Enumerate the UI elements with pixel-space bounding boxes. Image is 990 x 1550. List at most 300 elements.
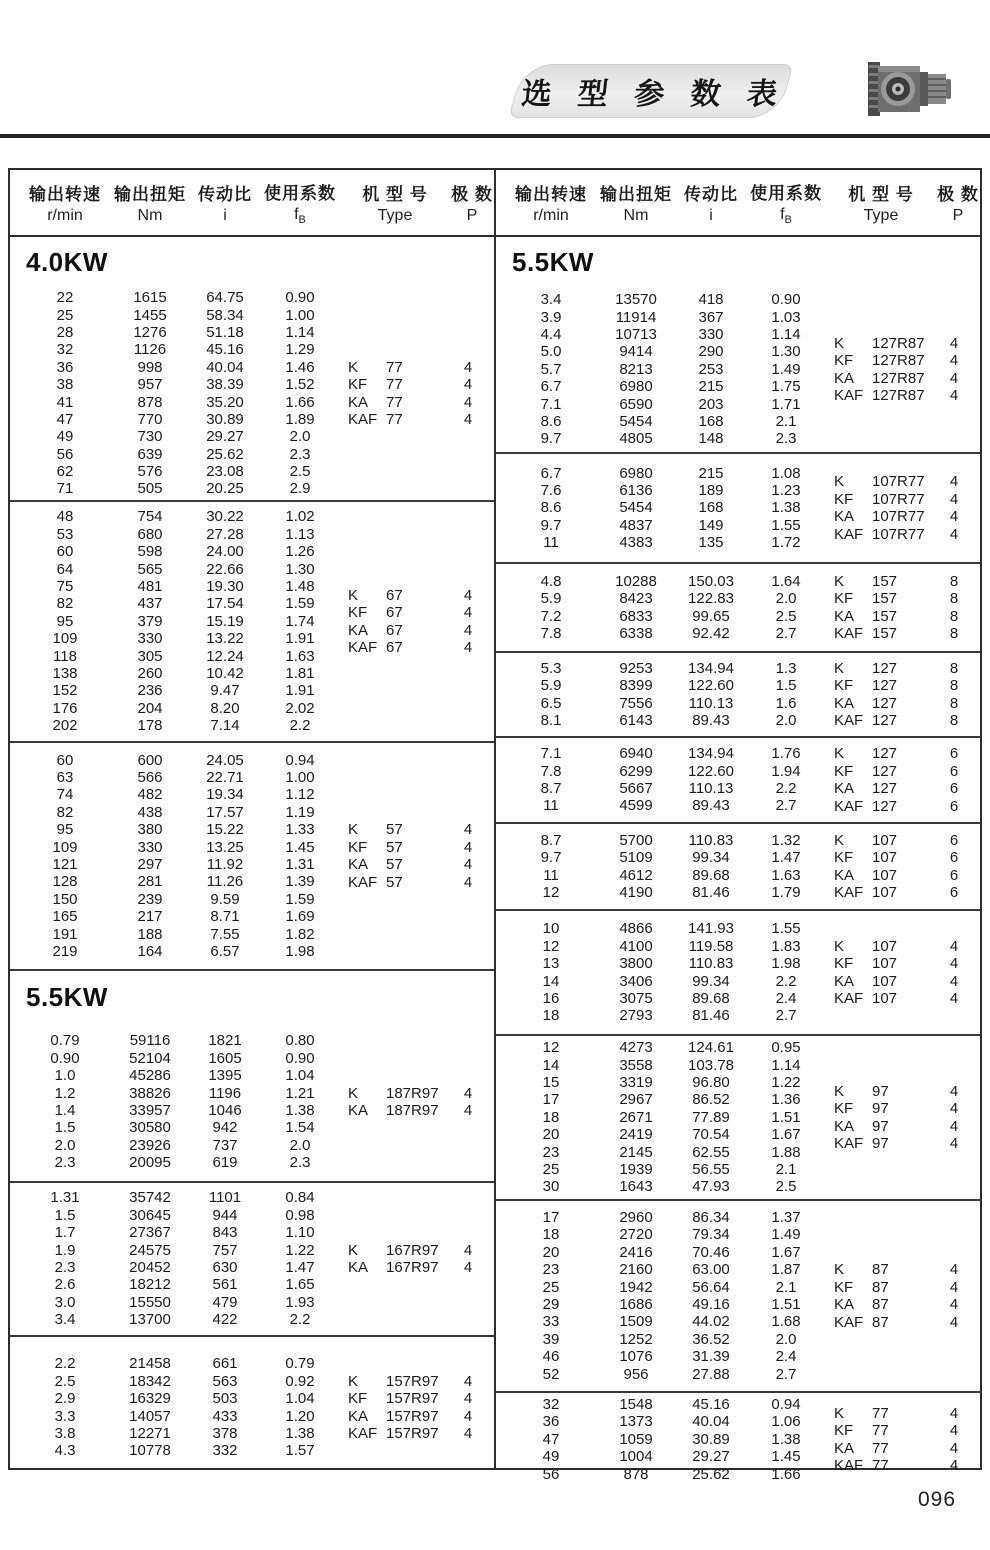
type-row <box>834 1118 975 1136</box>
cell-torque: 239 <box>137 890 163 908</box>
cell-ratio: 86.34 <box>692 1209 730 1227</box>
cell-torque: 236 <box>137 682 163 700</box>
type-row <box>834 990 975 1008</box>
column-header-unit: Nm <box>137 207 163 224</box>
type-prefix: KAF <box>834 797 864 815</box>
column-header <box>826 170 936 235</box>
cell-speed: 5.3 <box>540 659 562 677</box>
type-prefix: KAF <box>834 387 864 405</box>
cell-torque: 3800 <box>619 955 653 973</box>
cell-speed: 7.2 <box>540 607 562 625</box>
cell-factor: 1.49 <box>771 1226 801 1244</box>
type-prefix: KAF <box>834 525 864 543</box>
column-header-unit: Nm <box>623 207 649 224</box>
type-model: 97 <box>872 1135 889 1153</box>
data-block <box>496 1201 980 1393</box>
cell-ratio: 77.89 <box>692 1108 730 1126</box>
type-list <box>348 1337 489 1478</box>
type-row <box>834 1135 975 1153</box>
type-poles: 4 <box>463 873 473 891</box>
cell-torque: 11914 <box>615 308 657 326</box>
cell-factor: 2.7 <box>775 1007 797 1025</box>
type-row <box>348 1102 489 1120</box>
cell-ratio: 62.55 <box>692 1143 730 1161</box>
type-model: 67 <box>386 586 403 604</box>
type-prefix: KA <box>348 1259 369 1277</box>
cell-speed: 52 <box>542 1365 560 1383</box>
divider-rule <box>0 134 990 138</box>
cell-torque: 4837 <box>619 516 653 534</box>
page-title-banner <box>508 64 793 118</box>
cell-ratio: 17.57 <box>206 803 244 821</box>
cell-speed: 30 <box>542 1178 560 1196</box>
cell-ratio: 99.34 <box>692 972 730 990</box>
type-model: 87 <box>872 1278 889 1296</box>
data-block <box>10 743 494 971</box>
type-row <box>348 394 489 412</box>
cell-factor: 1.54 <box>285 1119 315 1137</box>
type-poles: 4 <box>949 1439 959 1457</box>
cell-ratio: 135 <box>698 534 724 552</box>
power-section-label: 4.0KW <box>26 246 108 277</box>
type-prefix: KF <box>834 849 854 867</box>
cell-ratio: 561 <box>212 1276 238 1294</box>
data-block <box>10 1337 494 1478</box>
cell-speed: 53 <box>56 525 74 543</box>
cell-ratio: 70.54 <box>692 1126 730 1144</box>
type-poles: 4 <box>949 1261 959 1279</box>
type-model: 157R97 <box>386 1390 439 1408</box>
type-prefix: K <box>834 572 845 590</box>
type-prefix: KAF <box>834 1313 864 1331</box>
type-prefix: KAF <box>834 712 864 730</box>
cell-torque: 878 <box>137 393 163 411</box>
cell-ratio: 1101 <box>208 1189 242 1207</box>
type-poles: 6 <box>949 762 959 780</box>
type-row <box>348 376 489 394</box>
type-row <box>834 712 975 730</box>
cell-factor: 1.59 <box>285 890 315 908</box>
cell-ratio: 70.46 <box>692 1243 730 1261</box>
column-header-cn: 极 数 <box>451 185 493 204</box>
cell-factor: 1.21 <box>285 1084 315 1102</box>
type-row <box>834 352 975 370</box>
cell-speed: 8.1 <box>540 711 562 729</box>
cell-ratio: 22.66 <box>206 560 244 578</box>
cell-ratio: 12.24 <box>206 647 244 665</box>
cell-torque: 4866 <box>619 920 653 938</box>
cell-torque: 878 <box>623 1465 649 1483</box>
cell-speed: 3.8 <box>54 1424 76 1442</box>
type-prefix: K <box>834 1261 845 1279</box>
cell-ratio: 11.26 <box>206 873 244 891</box>
data-block <box>496 738 980 824</box>
type-prefix: K <box>834 659 845 677</box>
cell-ratio: 119.58 <box>688 937 734 955</box>
column-header-cn: 传动比 <box>684 185 738 204</box>
type-model: 187R97 <box>386 1102 439 1120</box>
type-prefix: K <box>348 358 359 376</box>
type-model: 127 <box>872 677 898 695</box>
type-row <box>834 387 975 405</box>
type-row <box>348 1241 489 1259</box>
cell-ratio: 13.25 <box>206 838 244 856</box>
type-poles: 4 <box>949 387 959 405</box>
cell-factor: 1.69 <box>285 908 315 926</box>
cell-speed: 82 <box>56 595 74 613</box>
type-prefix: KA <box>834 694 855 712</box>
type-row <box>348 358 489 376</box>
cell-speed: 18 <box>542 1226 560 1244</box>
cell-speed: 0.79 <box>50 1032 80 1050</box>
cell-torque: 3075 <box>619 989 653 1007</box>
cell-torque: 5454 <box>619 499 653 517</box>
cell-factor: 2.3 <box>775 430 797 448</box>
type-poles: 4 <box>463 604 473 622</box>
cell-factor: 1.10 <box>285 1224 315 1242</box>
column-header-cn: 机 型 号 <box>362 185 428 204</box>
type-prefix: KF <box>834 762 854 780</box>
column-header-unit: $f_B$ <box>294 205 306 227</box>
type-poles: 4 <box>463 586 473 604</box>
cell-ratio: 35.20 <box>206 393 244 411</box>
column-header <box>596 170 676 235</box>
type-row <box>348 838 489 856</box>
cell-speed: 109 <box>52 630 78 648</box>
cell-factor: 1.91 <box>285 682 315 700</box>
cell-torque: 680 <box>137 525 163 543</box>
cell-ratio: 10.42 <box>206 664 244 682</box>
cell-ratio: 134.94 <box>688 659 734 677</box>
cell-torque: 1004 <box>619 1448 653 1466</box>
cell-torque: 6833 <box>619 607 653 625</box>
cell-speed: 121 <box>52 856 78 873</box>
cell-ratio: 8.71 <box>210 908 240 926</box>
cell-ratio: 110.13 <box>688 694 734 712</box>
type-model: 107 <box>872 831 898 849</box>
cell-factor: 1.79 <box>771 883 801 901</box>
type-prefix: KF <box>348 376 368 394</box>
cell-torque: 6980 <box>619 378 653 396</box>
cell-speed: 1.5 <box>54 1206 76 1224</box>
cell-factor: 1.91 <box>285 630 315 648</box>
column-header <box>746 170 826 235</box>
type-row <box>834 1278 975 1296</box>
cell-factor: 1.66 <box>771 1465 801 1483</box>
cell-factor: 1.36 <box>771 1091 801 1109</box>
cell-torque: 9414 <box>619 343 653 361</box>
type-row <box>834 955 975 973</box>
cell-speed: 56 <box>56 445 74 463</box>
cell-torque: 330 <box>137 630 163 648</box>
type-row <box>834 695 975 713</box>
cell-torque: 1686 <box>619 1296 653 1313</box>
type-poles: 4 <box>949 525 959 543</box>
cell-speed: 176 <box>52 699 78 717</box>
cell-speed: 11 <box>543 534 559 552</box>
type-model: 67 <box>386 604 403 622</box>
cell-ratio: 110.83 <box>688 955 734 973</box>
type-prefix: KA <box>834 972 855 990</box>
type-row <box>834 572 975 590</box>
type-poles: 4 <box>949 1082 959 1100</box>
type-list <box>348 1183 489 1335</box>
type-prefix: KF <box>834 1422 854 1440</box>
cell-ratio: 56.55 <box>692 1160 730 1178</box>
type-model: 107 <box>872 884 898 902</box>
type-prefix: KF <box>834 677 854 695</box>
type-model: 87 <box>872 1261 889 1279</box>
cell-torque: 8423 <box>619 590 653 608</box>
type-model: 77 <box>872 1404 889 1422</box>
type-row <box>348 1425 489 1443</box>
cell-torque: 7556 <box>619 694 653 712</box>
cell-ratio: 367 <box>698 308 724 326</box>
cell-factor: 1.93 <box>285 1293 315 1311</box>
cell-speed: 18 <box>542 1108 560 1126</box>
type-poles: 4 <box>463 1372 473 1390</box>
cell-speed: 1.31 <box>50 1189 80 1207</box>
type-row <box>348 856 489 874</box>
column-header-cn: 极 数 <box>937 185 979 204</box>
type-prefix: KF <box>834 590 854 608</box>
cell-factor: 1.49 <box>771 360 801 378</box>
cell-factor: 1.63 <box>285 647 315 665</box>
cell-speed: 22 <box>56 289 74 307</box>
cell-torque: 4612 <box>619 866 653 884</box>
type-prefix: KA <box>834 369 855 387</box>
cell-speed: 2.0 <box>54 1136 76 1154</box>
type-model: 157R97 <box>386 1372 439 1390</box>
type-prefix: K <box>834 473 845 491</box>
cell-ratio: 7.55 <box>210 925 240 943</box>
cell-factor: 1.52 <box>285 376 315 394</box>
data-block <box>496 653 980 738</box>
type-row <box>348 1408 489 1426</box>
type-poles: 4 <box>463 393 473 411</box>
cell-speed: 1.7 <box>54 1224 76 1242</box>
type-model: 97 <box>872 1100 889 1118</box>
cell-factor: 1.88 <box>771 1143 801 1161</box>
cell-ratio: 89.68 <box>692 866 730 884</box>
type-row <box>834 798 975 816</box>
cell-ratio: 1046 <box>208 1102 242 1119</box>
type-row <box>834 1100 975 1118</box>
cell-torque: 30645 <box>129 1206 171 1224</box>
type-prefix: KAF <box>348 411 378 429</box>
type-poles: 8 <box>949 694 959 712</box>
column-header-unit: P <box>466 207 478 224</box>
type-prefix: K <box>834 745 845 763</box>
cell-torque: 6136 <box>619 481 653 499</box>
cell-speed: 20 <box>542 1243 560 1261</box>
cell-torque: 5700 <box>619 831 653 849</box>
cell-torque: 27367 <box>129 1224 171 1242</box>
type-poles: 4 <box>463 1102 473 1120</box>
cell-speed: 3.9 <box>540 308 562 326</box>
column-header-unit: P <box>952 207 964 224</box>
type-list <box>834 653 975 736</box>
data-block <box>496 287 980 454</box>
cell-speed: 36 <box>56 358 74 376</box>
type-model: 127R87 <box>872 387 925 405</box>
cell-factor: 1.14 <box>771 326 801 344</box>
cell-speed: 49 <box>542 1448 560 1466</box>
type-row <box>348 622 489 640</box>
cell-torque: 13700 <box>129 1311 171 1329</box>
cell-torque: 21458 <box>129 1355 171 1373</box>
cell-ratio: 58.34 <box>206 306 244 324</box>
cell-ratio: 86.52 <box>692 1091 730 1109</box>
cell-speed: 2.2 <box>54 1355 76 1373</box>
gear-motor-image <box>866 52 952 126</box>
column-header-cn: 传动比 <box>198 185 252 204</box>
cell-speed: 95 <box>56 821 74 839</box>
cell-factor: 0.79 <box>285 1355 315 1373</box>
cell-torque: 10713 <box>615 326 657 344</box>
cell-torque: 437 <box>137 595 163 613</box>
type-poles: 6 <box>949 884 959 902</box>
cell-ratio: 122.60 <box>688 762 734 780</box>
cell-factor: 1.00 <box>285 769 315 787</box>
cell-ratio: 503 <box>212 1390 238 1408</box>
cell-speed: 6.7 <box>540 378 562 396</box>
cell-ratio: 134.94 <box>688 745 734 763</box>
cell-factor: 0.94 <box>285 751 315 769</box>
type-poles: 4 <box>949 1117 959 1135</box>
type-prefix: KAF <box>834 990 864 1008</box>
type-poles: 6 <box>949 780 959 798</box>
cell-factor: 1.83 <box>771 937 801 955</box>
cell-ratio: 81.46 <box>692 1007 730 1025</box>
type-poles: 4 <box>949 352 959 370</box>
cell-torque: 6980 <box>619 464 653 482</box>
type-model: 77 <box>872 1422 889 1440</box>
cell-factor: 1.51 <box>771 1108 801 1126</box>
cell-factor: 2.7 <box>775 1365 797 1383</box>
column-header-cn: 使用系数 <box>264 183 336 203</box>
cell-torque: 380 <box>137 821 163 839</box>
page-number: 096 <box>918 1488 957 1511</box>
type-poles: 4 <box>949 1404 959 1422</box>
type-model: 87 <box>872 1296 889 1314</box>
type-row <box>834 1082 975 1100</box>
type-row <box>348 1390 489 1408</box>
cell-torque: 297 <box>137 856 163 873</box>
cell-ratio: 11.92 <box>206 856 244 873</box>
cell-speed: 7.8 <box>540 762 562 780</box>
type-poles: 8 <box>949 625 959 643</box>
cell-speed: 202 <box>52 717 78 735</box>
cell-factor: 1.22 <box>285 1241 315 1259</box>
cell-speed: 28 <box>56 323 74 341</box>
cell-torque: 1373 <box>619 1413 653 1431</box>
cell-factor: 1.55 <box>771 920 801 938</box>
cell-speed: 47 <box>56 410 74 428</box>
type-row <box>834 1314 975 1332</box>
cell-ratio: 27.88 <box>692 1365 730 1383</box>
cell-torque: 30580 <box>129 1119 171 1137</box>
type-prefix: KAF <box>348 873 378 891</box>
cell-torque: 330 <box>137 838 163 856</box>
cell-factor: 2.7 <box>775 624 797 642</box>
cell-torque: 770 <box>137 410 163 428</box>
type-list <box>834 1393 975 1486</box>
cell-factor: 2.2 <box>289 1311 311 1329</box>
cell-speed: 32 <box>56 341 74 359</box>
type-prefix: KA <box>834 607 855 625</box>
type-row <box>348 1372 489 1390</box>
type-poles: 4 <box>463 358 473 376</box>
cell-factor: 1.76 <box>771 745 801 763</box>
cell-ratio: 29.27 <box>692 1448 730 1466</box>
cell-factor: 1.46 <box>285 358 315 376</box>
cell-speed: 36 <box>542 1413 560 1431</box>
cell-factor: 1.23 <box>771 481 801 499</box>
cell-torque: 20452 <box>129 1259 171 1276</box>
cell-speed: 47 <box>542 1430 560 1448</box>
cell-torque: 6940 <box>619 745 653 763</box>
cell-torque: 33957 <box>129 1102 171 1119</box>
type-prefix: KF <box>834 955 854 973</box>
type-model: 157 <box>872 607 898 625</box>
cell-torque: 8213 <box>619 360 653 378</box>
type-model: 127 <box>872 797 898 815</box>
type-prefix: KF <box>834 490 854 508</box>
type-model: 67 <box>386 639 403 657</box>
cell-factor: 0.90 <box>771 291 801 309</box>
type-poles: 4 <box>463 639 473 657</box>
cell-speed: 10 <box>542 920 560 938</box>
table-header-right <box>496 170 980 237</box>
cell-factor: 1.38 <box>771 499 801 517</box>
type-row <box>834 1261 975 1279</box>
type-poles: 4 <box>949 1422 959 1440</box>
cell-ratio: 378 <box>212 1424 238 1442</box>
cell-torque: 482 <box>137 786 163 804</box>
cell-ratio: 45.16 <box>692 1396 730 1414</box>
column-header-cn: 输出扭矩 <box>600 185 672 204</box>
type-model: 127 <box>872 745 898 763</box>
cell-factor: 2.1 <box>775 1278 797 1296</box>
cell-factor: 1.02 <box>285 508 315 526</box>
cell-ratio: 418 <box>698 291 724 309</box>
cell-factor: 1.63 <box>771 866 801 884</box>
type-row <box>348 411 489 429</box>
cell-ratio: 330 <box>698 326 724 344</box>
type-model: 107 <box>872 955 898 973</box>
cell-speed: 3.4 <box>54 1311 76 1329</box>
cell-torque: 1548 <box>619 1396 653 1414</box>
type-model: 127 <box>872 762 898 780</box>
cell-factor: 1.66 <box>285 393 315 411</box>
type-row <box>348 639 489 657</box>
cell-factor: 1.45 <box>771 1448 801 1466</box>
type-poles: 6 <box>949 866 959 884</box>
cell-factor: 1.38 <box>285 1424 315 1442</box>
type-poles: 4 <box>463 838 473 856</box>
cell-speed: 95 <box>56 612 74 630</box>
type-row <box>834 867 975 885</box>
type-row <box>834 1457 975 1475</box>
cell-ratio: 51.18 <box>206 323 244 341</box>
cell-factor: 0.95 <box>771 1039 801 1057</box>
cell-speed: 7.1 <box>540 745 562 763</box>
cell-speed: 64 <box>56 560 74 578</box>
cell-speed: 6.7 <box>540 464 562 482</box>
cell-torque: 45286 <box>129 1067 171 1085</box>
cell-ratio: 30.89 <box>692 1430 730 1448</box>
